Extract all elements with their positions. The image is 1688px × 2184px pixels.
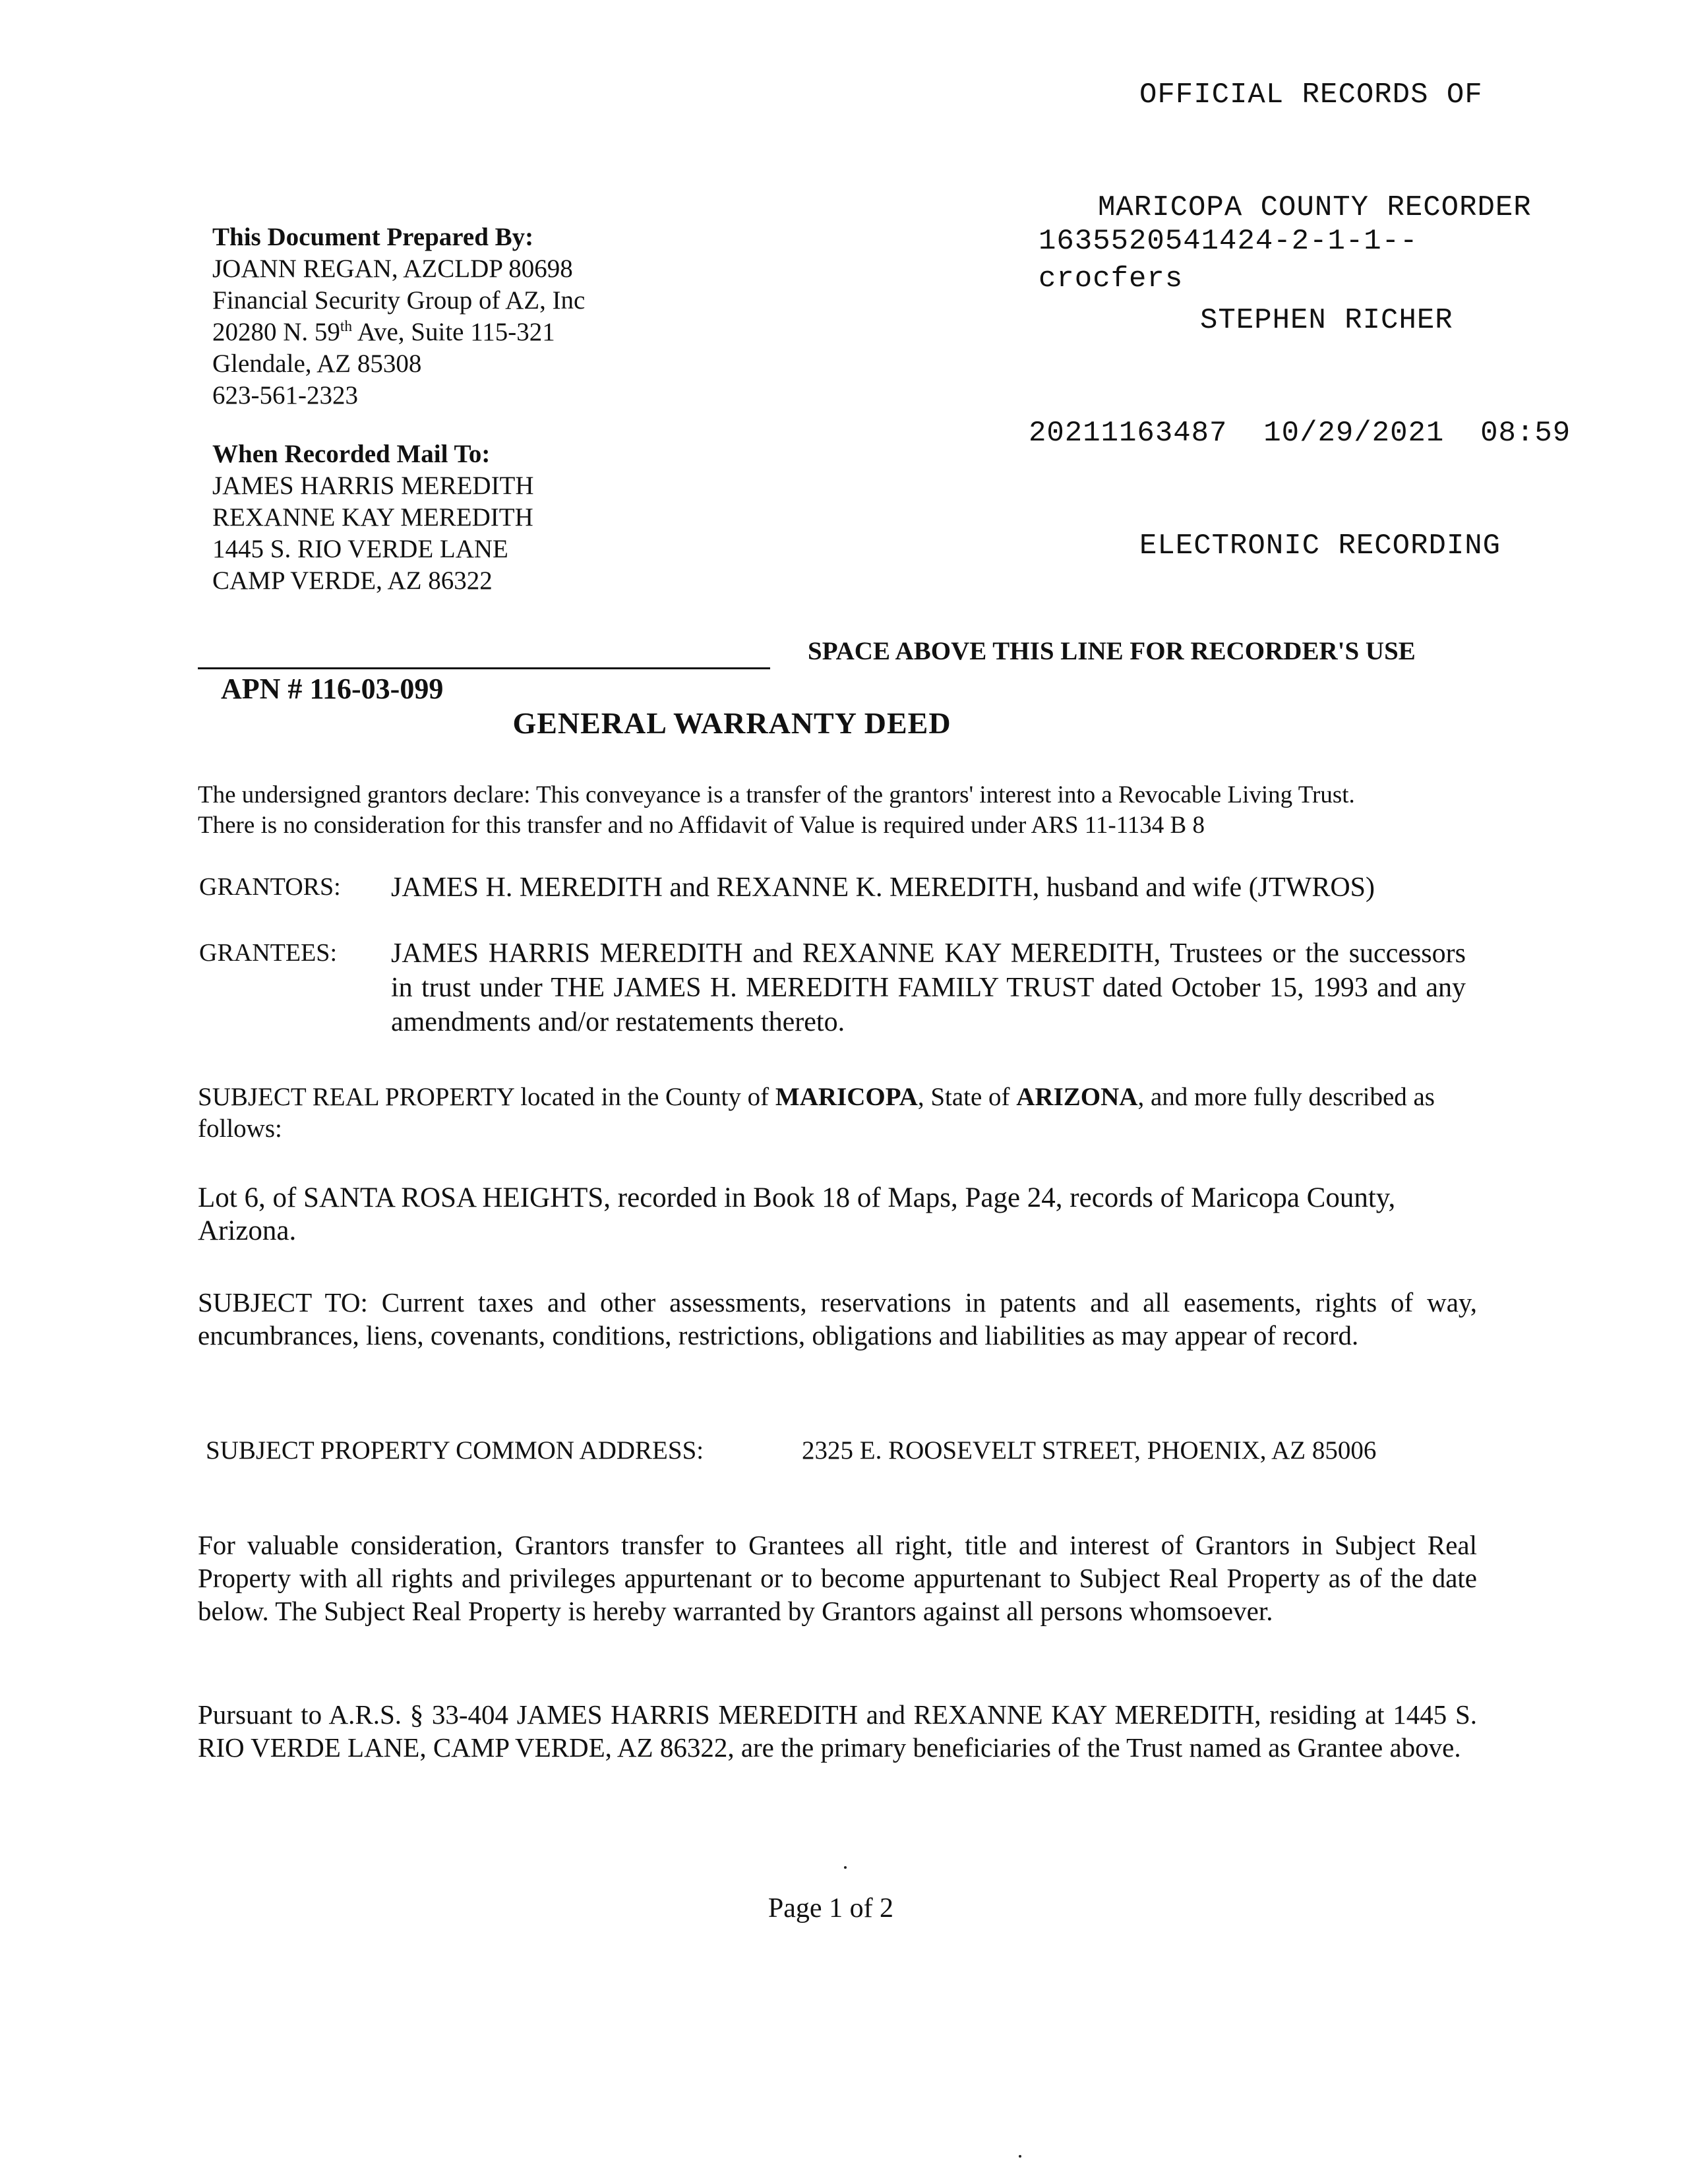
grantors-label: GRANTORS: <box>199 873 341 901</box>
scan-speck <box>844 1866 847 1869</box>
mail-to-street: 1445 S. RIO VERDE LANE <box>212 535 508 563</box>
stamp-line-official-records: OFFICIAL RECORDS OF <box>1139 78 1483 111</box>
subject-to-clause: SUBJECT TO: Current taxes and other assessments, reservations in patents and all easements, rights of way, encumbrances, liens, covenants, conditions, restrictions, obligations and liabilities as may appear of record. <box>198 1287 1477 1350</box>
stamp-line-county-recorder: MARICOPA COUNTY RECORDER <box>1098 191 1532 224</box>
document-title <box>0 706 1688 741</box>
grantees-text: JAMES HARRIS MEREDITH and REXANNE KAY MEREDITH, Trustees or the successors in trust under THE JAMES H. MEREDITH FAMILY TRUST dated October 15, 1993 and any amendments and/or restatements thereto. <box>391 938 1466 1037</box>
stamp-line-electronic-recording: ELECTRONIC RECORDING <box>1139 530 1501 562</box>
preparer-address-ordinal: th <box>340 318 353 335</box>
stamp-line-recorder-name: STEPHEN RICHER <box>1200 304 1453 337</box>
grantor-declaration <box>198 780 1490 841</box>
subject-real-property <box>198 1081 1484 1145</box>
subject-property-county: MARICOPA <box>775 1083 918 1111</box>
subject-property-middle: , State of <box>917 1083 1017 1111</box>
page-number <box>0 1893 1688 1924</box>
mail-to-city: CAMP VERDE, AZ 86322 <box>212 566 493 595</box>
subject-property-state: ARIZONA <box>1016 1083 1138 1111</box>
recorder-use-notice: SPACE ABOVE THIS LINE FOR RECORDER'S USE <box>808 637 1416 665</box>
common-address-label: SUBJECT PROPERTY COMMON ADDRESS: <box>206 1436 704 1465</box>
mail-to-name-1: JAMES HARRIS MEREDITH <box>212 471 534 500</box>
scan-speck <box>1019 2155 1021 2158</box>
document-title-text: GENERAL WARRANTY DEED <box>512 706 951 740</box>
mail-to-name-2: REXANNE KAY MEREDITH <box>212 503 533 531</box>
recording-id-line1: 1635520541424-2-1-1-- <box>1039 225 1418 258</box>
stamp-line-recording-number-date: 20211163487 10/29/2021 08:59 <box>1029 417 1571 450</box>
consideration-clause: For valuable consideration, Grantors transfer to Grantees all right, title and interest of Grantors in Subject Real Property with all rights and privileges appurtenant or to become appurtenant to Subject Real Property as of the date below. The Subject Real Property is hereby warranted by Grantors against all persons whomsoever. <box>198 1530 1477 1626</box>
apn <box>221 672 443 706</box>
mail-to-block <box>212 439 534 597</box>
recording-id <box>1039 223 1418 298</box>
apn-label: APN # <box>221 673 310 705</box>
mail-to-heading: When Recorded Mail To: <box>212 440 491 468</box>
beneficiaries-clause: Pursuant to A.R.S. § 33-404 JAMES HARRIS MEREDITH and REXANNE KAY MEREDITH, residing at 1445 S. RIO VERDE LANE, CAMP VERDE, AZ 86322, are the primary beneficiaries of the Trust named as Grantee above. <box>198 1699 1477 1763</box>
legal-description: Lot 6, of SANTA ROSA HEIGHTS, recorded in Book 18 of Maps, Page 24, records of Maricopa County, Arizona. <box>198 1182 1396 1246</box>
page-number-text: Page 1 of 2 <box>768 1893 894 1924</box>
apn-value: 116-03-099 <box>309 673 444 705</box>
declaration-line-2: There is no consideration for this transfer and no Affidavit of Value is required under ARS 11-1134 B 8 <box>198 812 1205 839</box>
recorder-divider-line <box>198 667 770 669</box>
prepared-by-block <box>212 222 585 411</box>
subject-property-suffix: , and more fully described as follows: <box>198 1083 1435 1143</box>
preparer-city: Glendale, AZ 85308 <box>212 349 422 378</box>
preparer-address-street: 20280 N. 59 <box>212 318 340 346</box>
preparer-name: JOANN REGAN, AZCLDP 80698 <box>212 255 573 283</box>
preparer-phone: 623-561-2323 <box>212 381 358 410</box>
preparer-company: Financial Security Group of AZ, Inc <box>212 286 586 315</box>
grantors-text: JAMES H. MEREDITH and REXANNE K. MEREDITH, husband and wife (JTWROS) <box>391 872 1375 903</box>
recording-id-line2: crocfers <box>1039 262 1184 295</box>
common-address-value: 2325 E. ROOSEVELT STREET, PHOENIX, AZ 85006 <box>802 1436 1377 1465</box>
subject-property-prefix: SUBJECT REAL PROPERTY located in the County of <box>198 1083 775 1111</box>
preparer-address-suite: Ave, Suite 115-321 <box>352 318 555 346</box>
preparer-address <box>212 317 585 348</box>
declaration-line-1: The undersigned grantors declare: This conveyance is a transfer of the grantors' interest into a Revocable Living Trust. <box>198 781 1355 808</box>
recorder-stamp <box>1029 1 1675 603</box>
grantees-label: GRANTEES: <box>199 939 337 967</box>
prepared-by-heading: This Document Prepared By: <box>212 223 534 251</box>
